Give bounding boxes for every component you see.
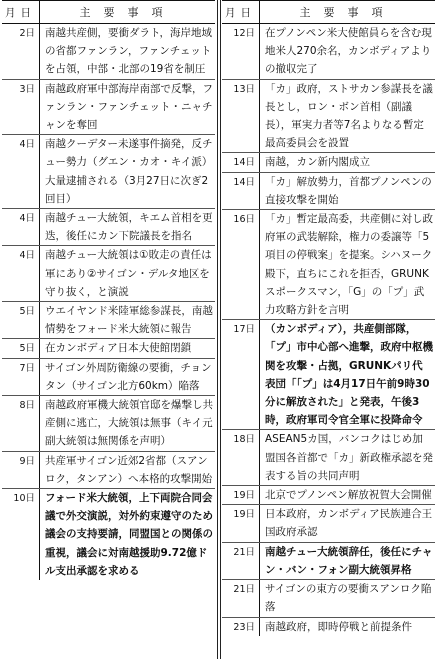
row-event: 「カ」解放勢力，首都プノンペンの直接攻撃を開始: [265, 175, 432, 206]
table-row: [222, 319, 435, 429]
row-event: 南越チュー大統領，キエム首相を更迭，後任にカン下院議長を指名: [45, 212, 213, 243]
row-date: 14日: [222, 173, 260, 209]
row-date: 4日: [2, 209, 40, 245]
left-column: [2, 0, 215, 580]
row-date: 8日: [2, 396, 40, 451]
table-row: [2, 358, 215, 395]
row-date: 5日: [2, 302, 40, 338]
row-date: 13日: [222, 80, 260, 153]
row-event: 在カンボディア日本大使館閉鎖: [45, 342, 192, 355]
date-header: 月日: [222, 1, 260, 23]
row-event: 南越共産側，要衝ダラト，海岸地域の省都ファンラン，ファンチェットを占領，中部・北部の19省を制圧: [45, 27, 213, 76]
row-date: 4日: [2, 135, 40, 208]
row-event: 在プノンペン米大使館員らを含む現地米人270余名，カンボディアよりの撤収完了: [265, 27, 432, 76]
row-event: 日本政府，カンボディア民族連合王国政府承認: [265, 508, 433, 539]
row-event: 「カ」政府，ストサカン参謀長を議長とし，ロン・ボン首相（副議長），軍実力者等7名よりなる暫定最高委員会を設置: [265, 82, 433, 150]
row-date: 5日: [2, 339, 40, 357]
row-event: 南越クーデター未遂事件摘発，反チュー勢力（グエン・カオ・キイ派）大量逮捕される（3月27日に次ぎ2回目）: [45, 138, 213, 205]
table-row: [2, 488, 215, 580]
event-header: 主要事項: [299, 6, 396, 19]
row-date: 14日: [222, 153, 260, 171]
row-date: 10日: [2, 489, 40, 580]
right-column: [222, 0, 435, 636]
right-header-row: [222, 0, 435, 24]
row-event: サイゴンの東方の要衝スアンロク陥落: [265, 583, 432, 614]
table-row: [222, 542, 435, 579]
row-event: 北京でプノンペン解放祝賀大会開催: [265, 489, 432, 502]
table-row: [222, 617, 435, 636]
row-date: 2日: [2, 24, 40, 79]
row-date: 17日: [222, 320, 260, 429]
row-date: 23日: [222, 618, 260, 636]
table-row: [2, 24, 215, 79]
table-row: [222, 504, 435, 541]
table-row: [222, 79, 435, 153]
row-event: ウエイヤンド米陸軍総参謀長，南越情勢をフォード米大統領に報告: [45, 305, 213, 336]
table-row: [222, 485, 435, 504]
row-event: 共産軍サイゴン近郊2省都（スアンロク，タンアン）へ本格的攻撃開始: [45, 454, 213, 485]
table-row: [222, 429, 435, 485]
table-row: [222, 172, 435, 209]
table-row: [222, 579, 435, 616]
table-row: [2, 301, 215, 338]
row-event: 南越政府軍中部海岸南部で反撃，ファンラン・ファンチェット・ニャチャンを奪回: [45, 82, 213, 132]
row-date: 16日: [222, 210, 260, 319]
table-row: [222, 209, 435, 319]
row-event: サイゴン外周防衛線の要衝，チョンタン（サイゴン北方60km）陥落: [45, 361, 212, 392]
row-event: 南越政府，即時停戦と前提条件: [265, 620, 412, 633]
table-row: [222, 24, 435, 79]
row-event: 「カ」暫定最高委，共産側に対し政府軍の武装解除，権力の委譲等「5項目の停戦案」を提案。シハヌーク殿下，直ちにこれを拒否，GRUNKスポークスマン，「G」の「プ」武力攻略方針を言明: [265, 213, 433, 317]
right-rows: [222, 24, 435, 636]
table-row: [2, 208, 215, 245]
row-date: 3日: [2, 80, 40, 135]
event-header: 主要事項: [79, 6, 176, 19]
row-event: フォード米大統領，上下両院合同会議で外交演説，対外約束遵守のため議会の支持要請，同盟国との関係の重視，議会に対南越援助9.72億ドル支出承認を求める: [45, 492, 213, 577]
row-date: 18日: [222, 430, 260, 485]
row-date: 19日: [222, 505, 260, 541]
left-header-row: [2, 0, 215, 24]
row-date: 12日: [222, 24, 260, 79]
table-row: [2, 395, 215, 451]
row-date: 21日: [222, 580, 260, 616]
row-date: 21日: [222, 543, 260, 579]
row-event: 南越，カン新内閣成立: [265, 156, 370, 169]
row-event: （カンボディア），共産側部隊，「プ」市中心部へ進撃，政府中枢機関を攻撃・占拠，GRUNKパリ代表団「「プ」は4月17日午前9時30分に解放された」と発表，午後3時，政府軍司令官全軍に投降命令: [265, 323, 433, 427]
table-row: [222, 152, 435, 171]
table-row: [2, 79, 215, 135]
date-header: 月日: [2, 1, 40, 23]
row-event: 南越政府軍機大統領官邸を爆撃し共産側に逃亡，大統領は無事（キイ元副大統領は無関係を声明）: [45, 399, 213, 448]
row-date: 9日: [2, 452, 40, 488]
row-event: ASEAN5カ国，バンコクはじめ加盟国各首都で「カ」新政権承認を発表する旨の共同声明: [265, 433, 433, 482]
left-rows: [2, 24, 215, 580]
table-row: [2, 338, 215, 357]
table-row: [2, 245, 215, 301]
row-date: 19日: [222, 486, 260, 504]
row-date: 4日: [2, 246, 40, 301]
table-row: [2, 451, 215, 488]
row-event: 南越チュー大統領は①敗走の責任は軍にあり②サイゴン・デルタ地区を守り抜く，と演説: [45, 249, 212, 298]
table-row: [2, 134, 215, 208]
column-divider: [217, 0, 221, 659]
row-event: 南越チュー大統領辞任，後任にチャン・バン・フォン副大統領昇格: [265, 545, 433, 576]
row-date: 7日: [2, 359, 40, 395]
